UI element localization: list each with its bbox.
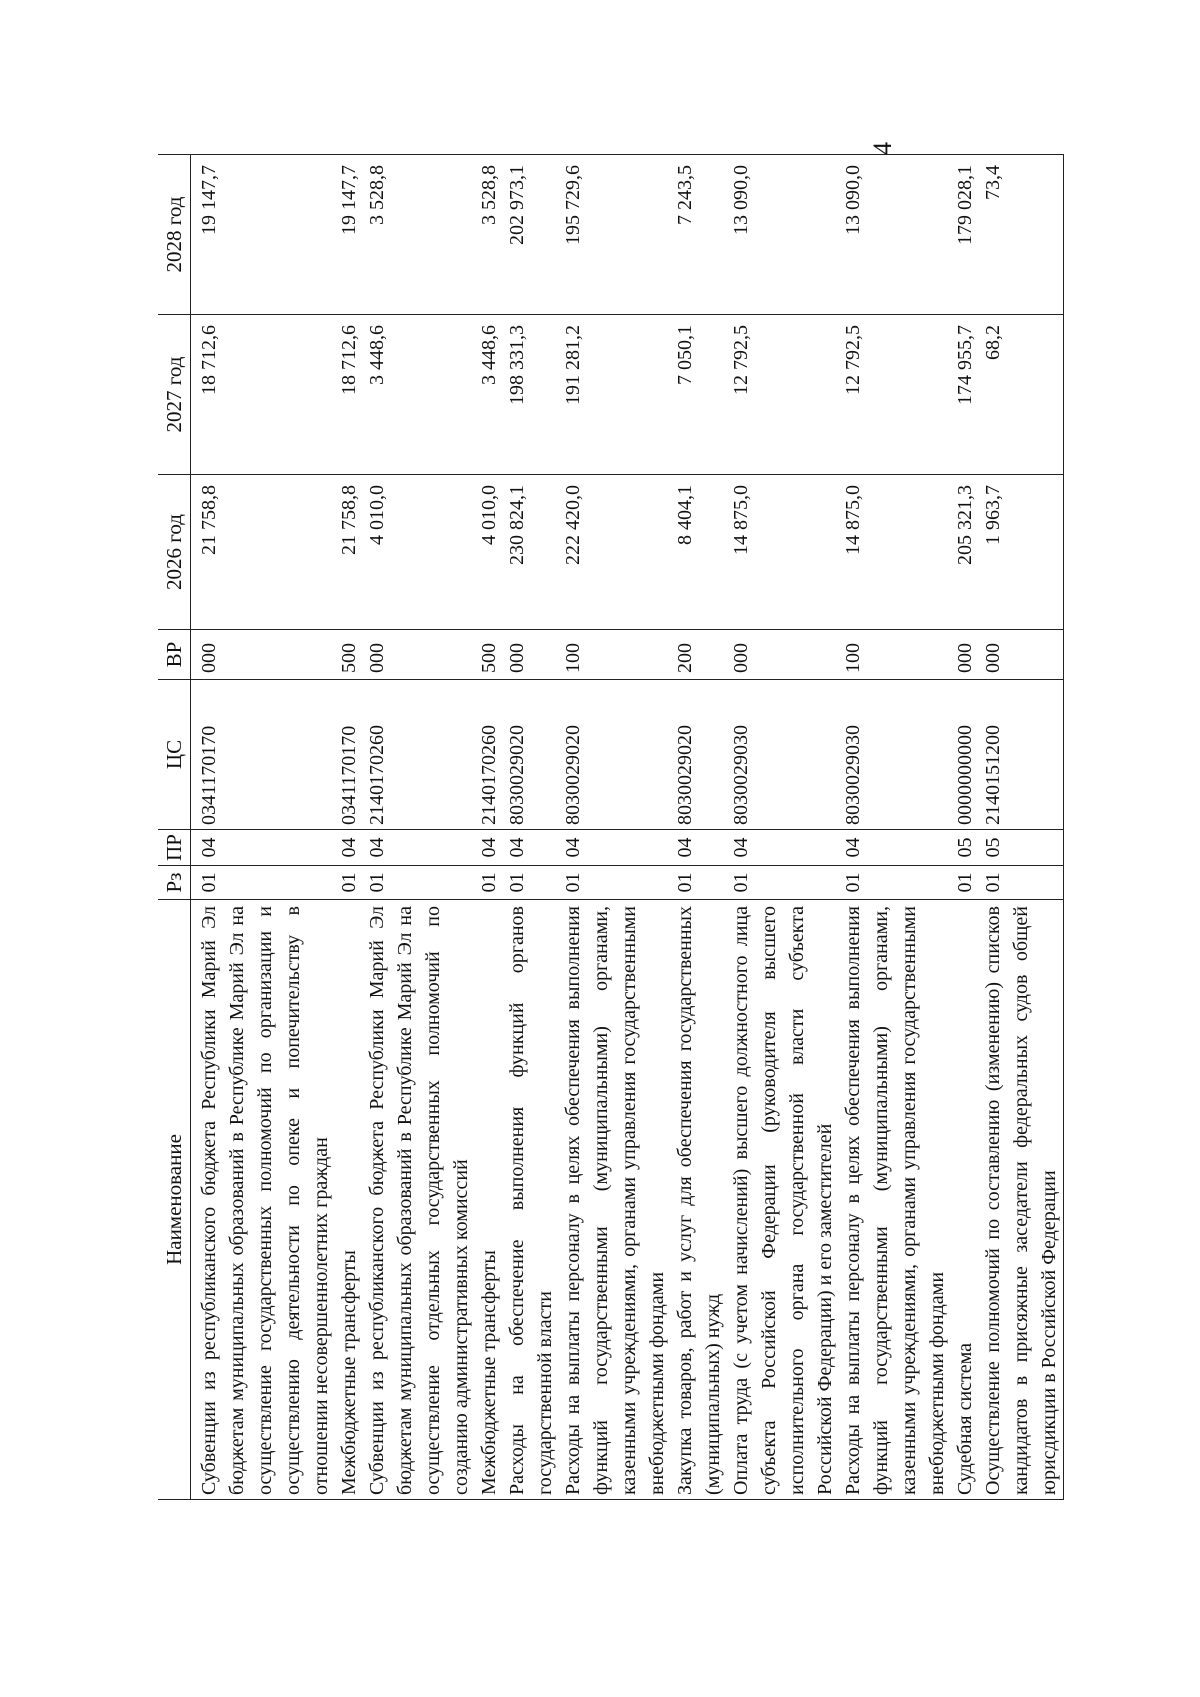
row-2027: 12 792,5 <box>839 315 951 475</box>
table-row <box>951 155 979 1500</box>
row-name: Межбюджетные трансферты <box>475 900 503 1500</box>
row-2026: 21 758,8 <box>195 475 335 630</box>
row-name: Судебная система <box>951 900 979 1500</box>
row-vr: 100 <box>559 630 671 680</box>
row-rz: 01 <box>559 866 671 900</box>
row-vr: 500 <box>475 630 503 680</box>
row-name: Субвенции из республиканского бюджета Республики Марий Эл бюджетам муниципальных образований в Республике Марий Эл на осуществление отдельных государственных полномочий по созданию административных комиссий <box>363 900 475 1500</box>
row-name: Закупка товаров, работ и услуг для обеспечения государственных (муниципальных) нужд <box>671 900 727 1500</box>
row-2027: 198 331,3 <box>503 315 559 475</box>
row-pr: 04 <box>335 830 363 866</box>
row-2028: 19 147,7 <box>195 155 335 315</box>
row-2026: 4 010,0 <box>363 475 475 630</box>
row-name: Расходы на выплаты персоналу в целях обеспечения выполнения функций государственными (муниципальными) органами, казенными учреждениями, органами управления государственными внебюджетными фондами <box>839 900 951 1500</box>
row-2027: 191 281,2 <box>559 315 671 475</box>
row-pr: 05 <box>951 830 979 866</box>
header-2028: 2028 год <box>158 155 191 315</box>
header-pr: ПР <box>158 830 191 866</box>
row-pr: 04 <box>363 830 475 866</box>
row-2028: 19 147,7 <box>335 155 363 315</box>
row-rz: 01 <box>671 866 727 900</box>
row-cs: 2140170260 <box>363 680 475 830</box>
row-name: Субвенции из республиканского бюджета Республики Марий Эл бюджетам муниципальных образований в Республике Марий Эл на осуществление государственных полномочий по организации и осуществлению деятельности по опеке и попечительству в отношении несовершеннолетних граждан <box>195 900 335 1500</box>
row-2028: 73,4 <box>979 155 1064 315</box>
row-vr: 200 <box>671 630 727 680</box>
row-cs: 8030029030 <box>839 680 951 830</box>
row-pr: 05 <box>979 830 1064 866</box>
header-vr: ВР <box>158 630 191 680</box>
row-2028: 13 090,0 <box>839 155 951 315</box>
table-row <box>503 155 559 1500</box>
row-cs: 2140151200 <box>979 680 1064 830</box>
row-name: Расходы на обеспечение выполнения функций органов государственной власти <box>503 900 559 1500</box>
row-2026: 230 824,1 <box>503 475 559 630</box>
row-vr: 100 <box>839 630 951 680</box>
row-2026: 205 321,3 <box>951 475 979 630</box>
row-2027: 174 955,7 <box>951 315 979 475</box>
header-rz: Рз <box>158 866 191 900</box>
header-2027: 2027 год <box>158 315 191 475</box>
row-rz: 01 <box>503 866 559 900</box>
page-number: 4 <box>868 142 897 155</box>
row-2027: 3 448,6 <box>475 315 503 475</box>
row-name: Межбюджетные трансферты <box>335 900 363 1500</box>
row-rz: 01 <box>363 866 475 900</box>
row-rz: 01 <box>475 866 503 900</box>
budget-table <box>158 154 1064 1500</box>
row-pr: 04 <box>727 830 839 866</box>
row-pr: 04 <box>839 830 951 866</box>
row-2027: 7 050,1 <box>671 315 727 475</box>
row-cs: 0000000000 <box>951 680 979 830</box>
row-2027: 18 712,6 <box>195 315 335 475</box>
row-pr: 04 <box>671 830 727 866</box>
row-cs: 8030029030 <box>727 680 839 830</box>
table-header-row <box>158 155 191 1500</box>
table-row <box>335 155 363 1500</box>
row-vr: 000 <box>363 630 475 680</box>
row-rz: 01 <box>951 866 979 900</box>
row-vr: 000 <box>727 630 839 680</box>
row-name: Расходы на выплаты персоналу в целях обеспечения выполнения функций государственными (муниципальными) органами, казенными учреждениями, органами управления государственными внебюджетными фондами <box>559 900 671 1500</box>
row-rz: 01 <box>335 866 363 900</box>
row-2026: 21 758,8 <box>335 475 363 630</box>
header-2026: 2026 год <box>158 475 191 630</box>
row-2026: 4 010,0 <box>475 475 503 630</box>
table-row <box>727 155 839 1500</box>
row-vr: 000 <box>503 630 559 680</box>
row-2028: 179 028,1 <box>951 155 979 315</box>
row-rz: 01 <box>195 866 335 900</box>
row-cs: 8030029020 <box>671 680 727 830</box>
row-cs: 8030029020 <box>559 680 671 830</box>
table-row <box>979 155 1064 1500</box>
row-2028: 195 729,6 <box>559 155 671 315</box>
row-rz: 01 <box>727 866 839 900</box>
row-2026: 1 963,7 <box>979 475 1064 630</box>
table-row <box>475 155 503 1500</box>
row-vr: 000 <box>951 630 979 680</box>
row-pr: 04 <box>195 830 335 866</box>
row-pr: 04 <box>503 830 559 866</box>
row-vr: 000 <box>195 630 335 680</box>
row-2027: 18 712,6 <box>335 315 363 475</box>
row-2027: 3 448,6 <box>363 315 475 475</box>
table-row <box>671 155 727 1500</box>
row-rz: 01 <box>979 866 1064 900</box>
row-2028: 3 528,8 <box>363 155 475 315</box>
row-2026: 222 420,0 <box>559 475 671 630</box>
row-2026: 14 875,0 <box>839 475 951 630</box>
table-row <box>559 155 671 1500</box>
table-row <box>363 155 475 1500</box>
row-2027: 12 792,5 <box>727 315 839 475</box>
row-name: Оплата труда (с учетом начислений) высшего должностного лица субъекта Российской Федерации (руководителя высшего исполнительного органа государственной власти субъекта Российской Федерации) и его заместителей <box>727 900 839 1500</box>
row-2026: 8 404,1 <box>671 475 727 630</box>
row-vr: 000 <box>979 630 1064 680</box>
row-pr: 04 <box>475 830 503 866</box>
row-cs: 0341170170 <box>335 680 363 830</box>
table-row <box>195 155 335 1500</box>
row-name: Осуществление полномочий по составлению (изменению) списков кандидатов в присяжные заседатели федеральных судов общей юрисдикции в Российской Федерации <box>979 900 1064 1500</box>
row-2028: 202 973,1 <box>503 155 559 315</box>
row-pr: 04 <box>559 830 671 866</box>
table-row <box>839 155 951 1500</box>
row-cs: 8030029020 <box>503 680 559 830</box>
header-cs: ЦС <box>158 680 191 830</box>
row-2028: 3 528,8 <box>475 155 503 315</box>
row-cs: 2140170260 <box>475 680 503 830</box>
row-2026: 14 875,0 <box>727 475 839 630</box>
row-2028: 13 090,0 <box>727 155 839 315</box>
row-cs: 0341170170 <box>195 680 335 830</box>
row-2028: 7 243,5 <box>671 155 727 315</box>
row-2027: 68,2 <box>979 315 1064 475</box>
row-vr: 500 <box>335 630 363 680</box>
rotated-page-content <box>158 155 1060 1500</box>
header-name: Наименование <box>158 900 191 1500</box>
row-rz: 01 <box>839 866 951 900</box>
